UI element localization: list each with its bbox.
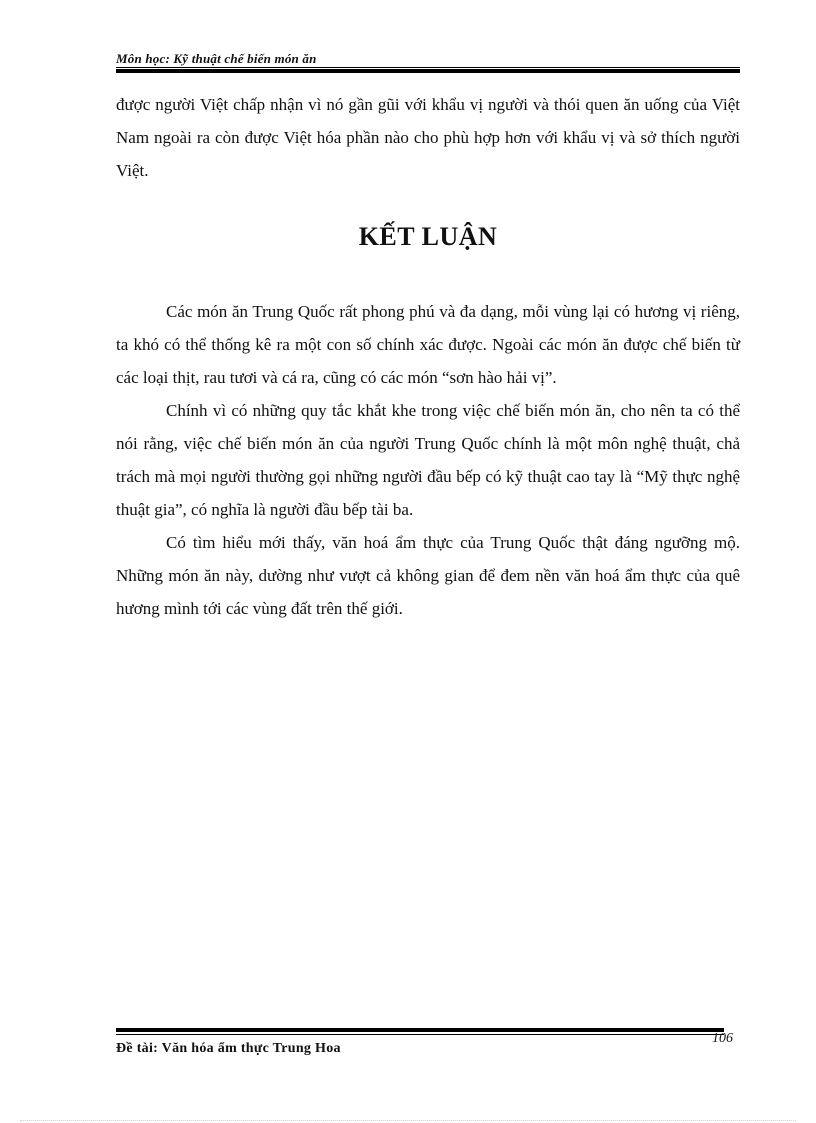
conclusion-paragraph-2: Chính vì có những quy tắc khắt khe trong việc chế biến món ăn, cho nên ta có thể nói rằng, việc chế biến món ăn của người Trung Quốc chính là một môn nghệ thuật, chả trách mà mọi người thường gọi những người đầu bếp có kỹ thuật cao tay là “Mỹ thực nghệ thuật gia”, có nghĩa là người đầu bếp tài ba.: [116, 401, 740, 519]
footer-rule-thick: [116, 1028, 724, 1032]
intro-text-block: [116, 88, 740, 187]
header-rule-thin: [116, 67, 740, 68]
page-number: 106: [712, 1031, 733, 1046]
conclusion-text-block: [116, 295, 740, 625]
footer-rule-thin: [116, 1034, 724, 1035]
running-footer: Đề tài: Văn hóa ẩm thực Trung Hoa: [116, 1041, 341, 1056]
conclusion-paragraph-3: Có tìm hiểu mới thấy, văn hoá ẩm thực của Trung Quốc thật đáng ngưỡng mộ. Những món ăn này, dường như vượt cả không gian để đem nền văn hoá ẩm thực của quê hương mình tới các vùng đất trên thế giới.: [116, 533, 740, 618]
running-header: Môn học: Kỹ thuật chế biến món ăn: [116, 51, 317, 66]
intro-paragraph: được người Việt chấp nhận vì nó gần gũi với khẩu vị người và thói quen ăn uống của Việt Nam ngoài ra còn được Việt hóa phần nào cho phù hợp hơn với khẩu vị và sở thích người Việt.: [116, 95, 740, 180]
page-edge-divider: [20, 1120, 796, 1121]
conclusion-paragraph-1: Các món ăn Trung Quốc rất phong phú và đa dạng, mỗi vùng lại có hương vị riêng, ta khó có thể thống kê ra một con số chính xác được. Ngoài các món ăn được chế biến từ các loại thịt, rau tươi và cá ra, cũng có các món “sơn hào hải vị”.: [116, 302, 740, 387]
header-rule-thick: [116, 69, 740, 73]
section-title: KẾT LUẬN: [358, 222, 498, 251]
